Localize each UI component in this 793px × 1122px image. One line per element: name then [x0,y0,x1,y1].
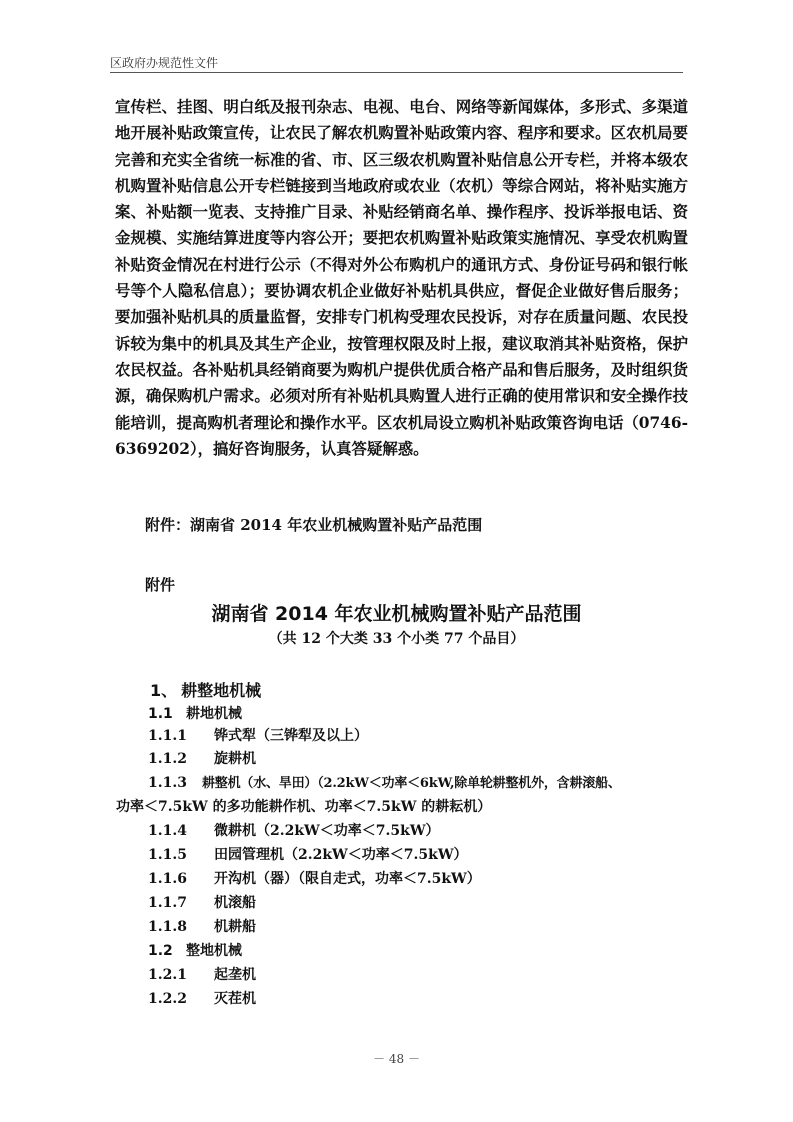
item-text: 田园管理机（2.2kW＜功率＜7.5kW） [214,847,468,863]
list-item [148,964,256,984]
item-text: 灭茬机 [214,991,256,1007]
appendix-subtitle: （共 12 个大类 33 个小类 77 个品目） [268,631,525,647]
body-paragraph: 宣传栏、挂图、明白纸及报刊杂志、电视、电台、网络等新闻媒体，多形式、多渠道地开展补贴政策宣传，让农民了解农机购置补贴政策内容、程序和要求。区农机局要完善和充实全省统一标准的省、市、区三级农机购置补贴信息公开专栏，并将本级农机购置补贴信息公开专栏链接到当地政府或农业（农机）等综合网站，将补贴实施方案、补贴额一览表、支持推广目录、补贴经销商名单、操作程序、投诉举报电话、资金规模、实施结算进度等内容公开；要把农机购置补贴政策实施情况、享受农机购置补贴资金情况在村进行公示（不得对外公布购机户的通讯方式、身份证号码和银行帐号等个人隐私信息）；要协调农机企业做好补贴机具供应，督促企业做好售后服务；要加强补贴机具的质量监督，安排专门机构受理农民投诉，对存在质量问题、农民投诉较为集中的机具及其生产企业，按管理权限及时上报，建议取消其补贴资格，保护农民权益。各补贴机具经销商要为购机户提供优质合格产品和售后服务，及时组织货源，确保购机户需求。必须对所有补贴机具购置人进行正确的使用常识和安全操作技能培训，提高购机者理论和操作水平。区农机局设立购机补贴政策咨询电话（0746-6369202），搞好咨询服务，认真答疑解惑。 [115,98,688,458]
list-item [148,820,440,840]
appendix-title: 湖南省 2014 年农业机械购置补贴产品范围 [211,603,582,625]
item-number: 1.2.2 [148,991,187,1007]
item-number: 1.1.2 [148,751,187,767]
list-item [148,703,242,723]
header-divider [110,72,683,73]
item-number: 1.1.4 [148,823,187,839]
item-text: 机滚船 [214,895,256,911]
item-number: 1、 [150,681,178,700]
item-number: 1.1.6 [148,871,187,887]
attachment-note: 附件：湖南省 2014 年农业机械购置补贴产品范围 [145,516,483,534]
document-header: 区政府办规范性文件 [110,56,219,70]
list-item-continuation [116,796,491,816]
item-number: 1.1.1 [148,728,187,744]
item-number: 1.1 [148,706,173,722]
item-number: 1.1.5 [148,847,187,863]
list-item [148,916,256,936]
item-number: 1.1.3 [148,775,187,791]
item-text: 功率＜7.5kW 的多功能耕作机、功率＜7.5kW 的耕耘机） [116,799,492,815]
item-text: 铧式犁（三铧犁及以上） [214,728,368,744]
item-number: 1.2 [148,943,173,959]
item-text: 起垄机 [214,967,256,983]
body-text [115,94,688,462]
item-text: 耕地机械 [186,706,242,722]
list-item [148,988,256,1008]
item-text: 微耕机（2.2kW＜功率＜7.5kW） [214,823,440,839]
page-number: － 48 － [373,1052,420,1066]
list-item [148,844,468,864]
item-text: 耕整机（水、旱田）（2.2kW＜功率＜6kW,除单轮耕整机外，含耕滚船、 [202,776,621,791]
item-text: 旋耕机 [214,751,256,767]
list-item [150,678,261,701]
item-text: 耕整地机械 [181,681,262,700]
item-text: 开沟机（器）（限自走式，功率＜7.5kW） [214,871,481,887]
item-number: 1.1.8 [148,919,187,935]
list-item [148,772,621,791]
item-text: 机耕船 [214,919,256,935]
list-item [148,725,368,745]
list-item [148,940,242,960]
list-item [148,868,481,888]
list-item [148,748,256,768]
list-item [148,892,256,912]
item-number: 1.2.1 [148,967,187,983]
appendix-label: 附件 [145,576,176,594]
item-text: 整地机械 [186,943,242,959]
item-number: 1.1.7 [148,895,187,911]
